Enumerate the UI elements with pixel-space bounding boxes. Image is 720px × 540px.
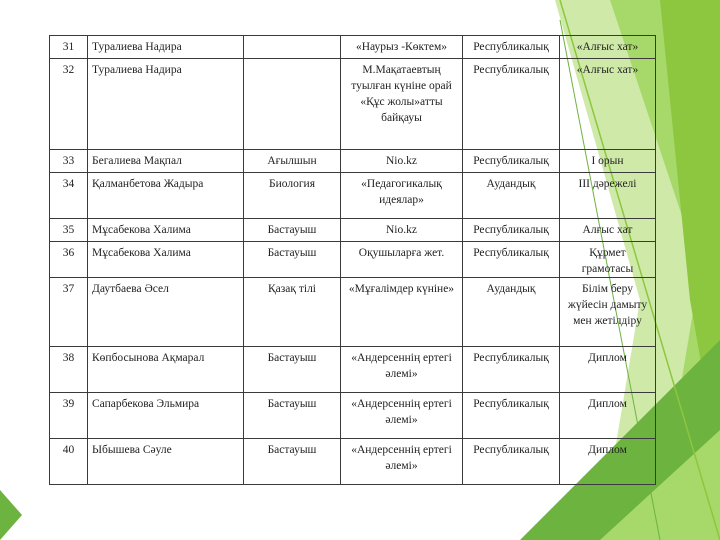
level: Республикалық <box>463 219 560 242</box>
level: Аудандық <box>463 278 560 347</box>
level: Республикалық <box>463 36 560 59</box>
teacher-name: Мұсабекова Халима <box>88 242 244 278</box>
award: І орын <box>560 150 656 173</box>
row-number: 40 <box>50 439 88 485</box>
level: Аудандық <box>463 173 560 219</box>
green-arrow-left <box>0 490 22 540</box>
subject: Бастауыш <box>244 393 341 439</box>
subject: Бастауыш <box>244 439 341 485</box>
teacher-name: Даутбаева Әсел <box>88 278 244 347</box>
row-number: 33 <box>50 150 88 173</box>
row-number: 35 <box>50 219 88 242</box>
subject: Бастауыш <box>244 347 341 393</box>
event: «Андерсеннің ертегі әлемі» <box>341 439 463 485</box>
level: Республикалық <box>463 59 560 150</box>
level: Республикалық <box>463 393 560 439</box>
event: «Андерсеннің ертегі әлемі» <box>341 347 463 393</box>
subject: Ағылшын <box>244 150 341 173</box>
subject: Бастауыш <box>244 242 341 278</box>
subject <box>244 36 341 59</box>
event: М.Мақатаевтың туылған күніне орай «Құс жолы»атты байқауы <box>341 59 463 150</box>
level: Республикалық <box>463 347 560 393</box>
event: «Наурыз -Көктем» <box>341 36 463 59</box>
row-number: 34 <box>50 173 88 219</box>
award: «Алғыс хат» <box>560 36 656 59</box>
table-row <box>50 347 656 393</box>
table-row <box>50 173 656 219</box>
row-number: 32 <box>50 59 88 150</box>
teacher-name: Қалманбетова Жадыра <box>88 173 244 219</box>
row-number: 36 <box>50 242 88 278</box>
awards-table <box>49 35 656 485</box>
subject <box>244 59 341 150</box>
award: Білім беру жүйесін дамыту мен жетілдіру <box>560 278 656 347</box>
teacher-name: Сапарбекова Эльмира <box>88 393 244 439</box>
event: Nio.kz <box>341 150 463 173</box>
award: Құрмет грамотасы <box>560 242 656 278</box>
event: «Мұғалімдер күніне» <box>341 278 463 347</box>
level: Республикалық <box>463 150 560 173</box>
event: «Педагогикалық идеялар» <box>341 173 463 219</box>
award: Диплом <box>560 439 656 485</box>
teacher-name: Ыбышева Сәуле <box>88 439 244 485</box>
award: ІІІ дәрежелі <box>560 173 656 219</box>
level: Республикалық <box>463 242 560 278</box>
event: «Андерсеннің ертегі әлемі» <box>341 393 463 439</box>
subject: Қазақ тілі <box>244 278 341 347</box>
award: Диплом <box>560 347 656 393</box>
teacher-name: Көпбосынова Ақмарал <box>88 347 244 393</box>
row-number: 38 <box>50 347 88 393</box>
table-row <box>50 242 656 278</box>
table-row <box>50 150 656 173</box>
table-row <box>50 439 656 485</box>
award: Алғыс хат <box>560 219 656 242</box>
award: Диплом <box>560 393 656 439</box>
teacher-name: Туралиева Надира <box>88 59 244 150</box>
award: «Алғыс хат» <box>560 59 656 150</box>
table-row <box>50 219 656 242</box>
row-number: 39 <box>50 393 88 439</box>
event: Nio.kz <box>341 219 463 242</box>
subject: Биология <box>244 173 341 219</box>
subject: Бастауыш <box>244 219 341 242</box>
event: Оқушыларға жет. <box>341 242 463 278</box>
table-row <box>50 36 656 59</box>
awards-table-container <box>49 35 655 485</box>
teacher-name: Мұсабекова Халима <box>88 219 244 242</box>
table-row <box>50 278 656 347</box>
row-number: 37 <box>50 278 88 347</box>
row-number: 31 <box>50 36 88 59</box>
table-row <box>50 59 656 150</box>
teacher-name: Туралиева Надира <box>88 36 244 59</box>
level: Республикалық <box>463 439 560 485</box>
teacher-name: Бегалиева Мақпал <box>88 150 244 173</box>
table-row <box>50 393 656 439</box>
